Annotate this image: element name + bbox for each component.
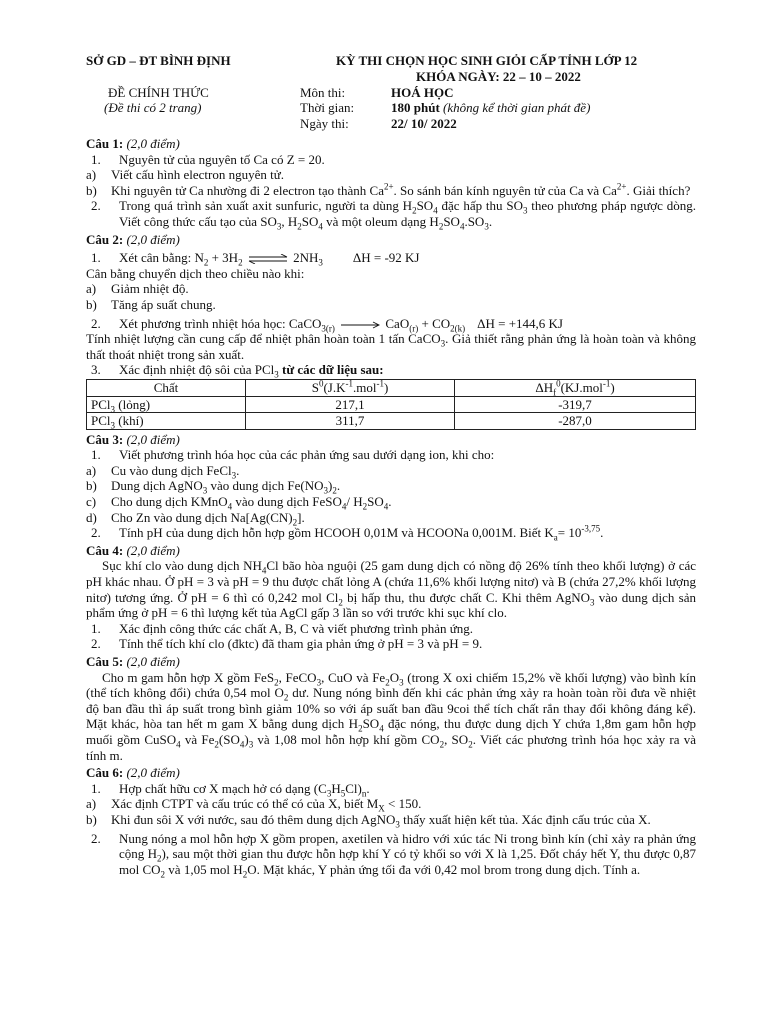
q3-item-1: Viết phương trình hóa học của các phản ứng sau dưới dạng ion, khi cho: <box>119 447 495 463</box>
thermochemical-equation: Xét phương trình nhiệt hóa học: CaCO$_{3(r)}$ $CaO_{(r)} + CO_{2(k)}$ ΔH = +144,6 KJ <box>119 315 563 334</box>
q1-item-a: Viết cấu hình electron nguyên tử. <box>111 167 285 183</box>
exam-header <box>86 50 696 134</box>
time-label: Thời gian: <box>300 100 355 115</box>
q2-item-b: Tăng áp suất chung. <box>111 296 216 312</box>
question-4: Câu 4: (2,0 điểm) Sục khí clo vào dung dịch $NH_4Cl$ bão hòa nguội (25 gam dung dịch có nồng độ 26% tính theo khối lượng) ở các pH khác nhau. Ở pH = 3 và pH = 9 thu được chất lỏng A (chứa 11,6% khối lượng nitơ) và B (chứa 27,2% khối lượng nitơ) tương ứng. Ở pH = 6 thì có 0,242 mol $Cl_2$ bị hấp thu, thu được chất C. Khi thêm AgNO$_3$ vào dung dịch sản phẩm ứng ở pH = 6 thì lượng kết tủa AgCl gấp 3 lần so với trước khi sục khí clo. 1. Xác định công thức các chất A, B, C và viết phương trình phản ứng. 2. Tính thể tích khí clo (đktc) đã tham gia phản ứng ở pH = 3 và pH = 9. <box>86 542 697 652</box>
q3-item-b: Dung dịch AgNO$_3$ vào dung dịch $Fe(NO_3)_2$. <box>111 478 341 497</box>
subject-label: Môn thi: <box>300 85 346 100</box>
q3-item-a: Cu vào dung dịch FeCl$_3$. <box>111 462 240 481</box>
question-title: Câu 1: (2,0 điểm) <box>86 136 180 151</box>
table-row <box>87 396 696 413</box>
q5-paragraph: Cho m gam hỗn hợp X gồm FeS$_2$, FeCO$_3$, CuO và $Fe_2O_3$ (trong X oxi chiếm 15,2% về khối lượng) vào bình kín (thể tích không đổi) chứa 0,54 mol $O_2$ dư. Nung nóng bình đến khi các phản ứng xảy ra hoàn toàn rồi đưa về nhiệt độ ban đầu thì áp suất trong bình giảm 10% so với áp suất ban đầu 9coi thể tích chất rắn thay đổi không đáng kể). Mặt khác, hòa tan hết m gam X bằng dung dịch $H_2SO_4$ đặc nóng, thu được dung dịch Y chứa 1,8m gam hỗn hợp muối gồm CuSO$_4$ và $Fe_2(SO_4)_3$ và 1,08 mol hỗn hợp khí gồm $CO_2$, $SO_2$. Viết các phương trình hóa học xảy ra và tính m. <box>86 669 697 763</box>
table-cell: PCl$_3$ (khí) <box>87 413 246 430</box>
q2-item-3: Xác định nhiệt độ sôi của PCl$_3$ từ các dữ liệu sau: <box>119 362 384 380</box>
table-header-cell: $S^0(J.K^{-1}.mol^{-1})$ <box>246 379 455 396</box>
department-name: SỞ GD – ĐT BÌNH ĐỊNH <box>86 53 231 68</box>
q2-item-a: Giảm nhiệt độ. <box>111 281 189 297</box>
question-2: Câu 2: (2,0 điểm) 1. Xét cân bằng: $N_2 + 3H_2$ $2NH_3$ ΔH = -92 KJ Cân bằng chuyển dịch theo chiều nào khi: a) Giảm nhiệt độ. b) Tăng áp suất chung. 2. Xét phương trình nhiệt hóa học: CaCO$_{3(r)}$ $CaO_{(r)} + CO_{2(k)}$ ΔH = +144,6 KJ Tính nhiệt lượng cần cung cấp để nhiệt phân hoàn toàn 1 tấn CaCO$_3$. Giả thiết rằng phản ứng là hoàn toàn và không thất thoát nhiệt trong sản xuất. 3. Xác định nhiệt độ sôi của PCl$_3$ từ các dữ liệu sau: Chất $S^0(J.K^{-1}.mol^{-1})$ $\Delta H_f^0(KJ.mol^{-1})$ PCl$_3$ (lỏng) 217,1 -319,7 PCl$_3$ (khí) 311,7 -287,0 <box>86 231 696 431</box>
question-title: Câu 3: (2,0 điểm) <box>86 431 180 447</box>
q6-item-b: Khi đun sôi X với nước, sau đó thêm dung dịch AgNO$_3$ thấy xuất hiện kết tủa. Xác định cấu trúc của X. <box>111 811 651 830</box>
question-6: Câu 6: (2,0 điểm) 1. Hợp chất hữu cơ X mạch hở có dạng $(C_3H_5Cl)_n$. a) Xác định CTPT và cấu trúc có thể có của X, biết $M_X < 150$. b) Khi đun sôi X với nước, sau đó thêm dung dịch AgNO$_3$ thấy xuất hiện kết tủa. Xác định cấu trúc của X. 2. Nung nóng a mol hỗn hợp X gồm propen, axetilen và hidro với xúc tác Ni trong bình kín (chỉ xảy ra phản ứng cộng $H_2$), sau một thời gian thu được hỗn hợp khí Y có tỷ khối so với X là 1,25. Đốt cháy hết Y, thu được 0,87 mol $CO_2$ và 1,05 mol $H_2O$. Mặt khác, Y phản ứng tối đa với 0,42 mol brom trong dung dịch. Tính a. <box>86 765 696 880</box>
q6-item-1: Hợp chất hữu cơ X mạch hở có dạng $(C_3H_5Cl)_n$. <box>119 780 370 799</box>
equilibrium-arrow-icon <box>248 254 288 264</box>
question-3: Câu 3: (2,0 điểm) 1. Viết phương trình hóa học của các phản ứng sau dưới dạng ion, khi cho: a) Cu vào dung dịch FeCl$_3$. b) Dung dịch AgNO$_3$ vào dung dịch $Fe(NO_3)_2$. c) Cho dung dịch KMnO$_4$ vào dung dịch FeSO$_4$/ $H_2SO_4$. d) Cho Zn vào dung dịch $Na[Ag(CN)_2]$. 2. Tính pH của dung dịch hỗn hợp gồm HCOOH 0,01M và HCOONa 0,001M. Biết $K_a= 10^{-3,75}$. <box>86 432 696 541</box>
exam-session: KHÓA NGÀY: 22 – 10 – 2022 <box>416 69 581 84</box>
date-label: Ngày thi: <box>300 116 349 131</box>
table-cell: -319,7 <box>455 396 696 413</box>
exam-page <box>86 50 697 880</box>
q4-paragraph: Sục khí clo vào dung dịch $NH_4Cl$ bão hòa nguội (25 gam dung dịch có nồng độ 26% tính theo khối lượng) ở các pH khác nhau. Ở pH = 3 và pH = 9 thu được chất lỏng A (chứa 11,6% khối lượng nitơ) và B (chứa 27,2% khối lượng nitơ) tương ứng. Ở pH = 6 thì có 0,242 mol $Cl_2$ bị hấp thu, thu được chất C. Khi thêm AgNO$_3$ vào dung dịch sản phẩm ứng ở pH = 6 thì lượng kết tủa AgCl gấp 3 lần so với trước khi sục khí clo. <box>86 558 697 621</box>
official-label: ĐỀ CHÍNH THỨC <box>108 85 209 100</box>
date-value: 22/ 10/ 2022 <box>391 116 457 131</box>
question-title: Câu 5: (2,0 điểm) <box>86 654 180 669</box>
question-title: Câu 6: (2,0 điểm) <box>86 765 180 781</box>
q1-item-b: Khi nguyên tử Ca nhường đi 2 electron tạo thành $Ca^{2+}$. So sánh bán kính nguyên tử của Ca và $Ca^{2+}$. Giải thích? <box>111 181 691 198</box>
q6-item-a: Xác định CTPT và cấu trúc có thể có của X, biết $M_X < 150$. <box>111 796 422 814</box>
reaction-arrow-icon <box>340 320 380 330</box>
question-5 <box>86 654 696 763</box>
exam-title: KỲ THI CHỌN HỌC SINH GIỎI CẤP TỈNH LỚP 12 <box>336 53 638 68</box>
equilibrium-equation: Xét cân bằng: $N_2 + 3H_2$ $2NH_3$ ΔH = -92 KJ <box>119 250 420 268</box>
q2-calc-text: Tính nhiệt lượng cần cung cấp để nhiệt phân hoàn toàn 1 tấn CaCO$_3$. Giả thiết rằng phản ứng là hoàn toàn và không thất thoát nhiệt trong sản xuất. <box>86 331 696 362</box>
pages-note: (Đề thi có 2 trang) <box>104 100 202 115</box>
q6-item-2: Nung nóng a mol hỗn hợp X gồm propen, axetilen và hidro với xúc tác Ni trong bình kín (chỉ xảy ra phản ứng cộng $H_2$), sau một thời gian thu được hỗn hợp khí Y có tỷ khối so với X là 1,25. Đốt cháy hết Y, thu được 0,87 mol $CO_2$ và 1,05 mol $H_2O$. Mặt khác, Y phản ứng tối đa với 0,42 mol brom trong dung dịch. Tính a. <box>119 830 696 880</box>
q2-shift-question: Cân bằng chuyển dịch theo chiều nào khi: <box>86 265 305 281</box>
table-cell: 217,1 <box>246 396 455 413</box>
table-cell: -287,0 <box>455 413 696 430</box>
q3-item-2: Tính pH của dung dịch hỗn hợp gồm HCOOH 0,01M và HCOONa 0,001M. Biết $K_a= 10^{-3,75}$. <box>119 523 604 543</box>
q4-item-2: Tính thể tích khí clo (đktc) đã tham gia phản ứng ở pH = 3 và pH = 9. <box>119 636 483 652</box>
question-1: Câu 1: (2,0 điểm) 1. Nguyên tử của nguyên tố Ca có Z = 20. a) Viết cấu hình electron nguyên tử. b) Khi nguyên tử Ca nhường đi 2 electron tạo thành $Ca^{2+}$. So sánh bán kính nguyên tử của Ca và $Ca^{2+}$. Giải thích? 2. Trong quá trình sản xuất axit sunfuric, người ta dùng $H_2SO_4$ đặc hấp thu $SO_3$ theo phương pháp ngược dòng. Viết công thức cấu tạo của $SO_3$, $H_2SO_4$ và một oleum dạng $H_2SO_4.SO_3$. <box>86 136 696 232</box>
q1-item-2: Trong quá trình sản xuất axit sunfuric, người ta dùng $H_2SO_4$ đặc hấp thu $SO_3$ theo phương pháp ngược dòng. Viết công thức cấu tạo của $SO_3$, $H_2SO_4$ và một oleum dạng $H_2SO_4.SO_3$. <box>119 198 696 232</box>
thermo-data-table <box>86 379 696 430</box>
time-value: 180 phút (không kể thời gian phát đề) <box>391 100 591 115</box>
q3-item-d: Cho Zn vào dung dịch $Na[Ag(CN)_2]$. <box>111 509 305 528</box>
table-cell: 311,7 <box>246 413 455 430</box>
q3-item-c: Cho dung dịch KMnO$_4$ vào dung dịch FeSO$_4$/ $H_2SO_4$. <box>111 494 392 512</box>
table-row <box>87 413 696 430</box>
question-title: Câu 2: (2,0 điểm) <box>86 231 180 247</box>
q4-item-1: Xác định công thức các chất A, B, C và viết phương trình phản ứng. <box>119 620 474 636</box>
subject-value: HOÁ HỌC <box>391 85 454 100</box>
table-header-cell: $\Delta H_f^0(KJ.mol^{-1})$ <box>455 379 696 396</box>
table-header-row <box>87 379 696 396</box>
table-header-cell: Chất <box>87 379 246 396</box>
q1-item-1: Nguyên tử của nguyên tố Ca có Z = 20. <box>119 151 325 167</box>
question-title: Câu 4: (2,0 điểm) <box>86 542 180 558</box>
table-cell: PCl$_3$ (lỏng) <box>87 396 246 413</box>
